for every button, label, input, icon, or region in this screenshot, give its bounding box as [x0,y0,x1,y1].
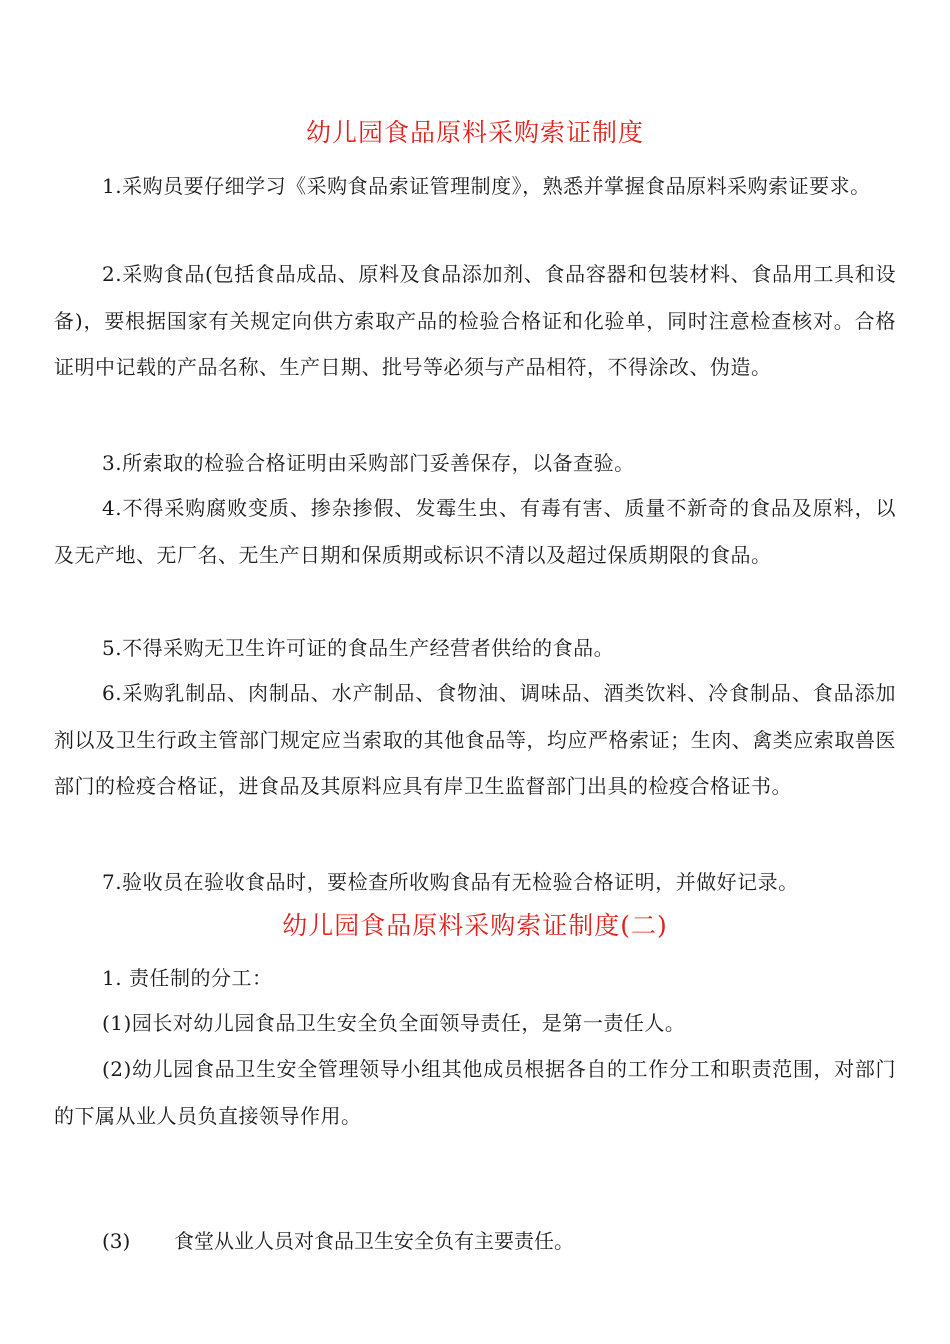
paragraph-4: 4.不得采购腐败变质、掺杂掺假、发霉生虫、有毒有害、质量不新奇的食品及原料，以及无产地、无厂名、无生产日期和保质期或标识不清以及超过保质期限的食品。 [54,496,896,567]
section2-paragraph-2: (1)园长对幼儿园食品卫生安全负全面领导责任，是第一责任人。 [102,1011,686,1035]
section2-paragraph-1: 1. 责任制的分工： [102,966,273,990]
paragraph-7: 7.验收员在验收食品时，要检查所收购食品有无检验合格证明，并做好记录。 [102,870,799,894]
document-title: 幼儿园食品原料采购索证制度 [305,118,644,147]
paragraph-1: 1.采购员要仔细学习《采购食品索证管理制度》，熟悉并掌握食品原料采购索证要求。 [102,174,871,198]
paragraph-5: 5.不得采购无卫生许可证的食品生产经营者供给的食品。 [102,636,615,660]
section2-item-3 [102,1218,574,1265]
section2-paragraph-3: (2)幼儿园食品卫生安全管理领导小组其他成员根据各自的工作分工和职责范围，对部门的下属从业人员负直接领导作用。 [54,1057,896,1128]
item-3-number: (3) [102,1229,131,1253]
item-3-text: 食堂从业人员对食品卫生安全负有主要责任。 [174,1229,574,1253]
paragraph-2: 2.采购食品(包括食品成品、原料及食品添加剂、食品容器和包装材料、食品用工具和设备)，要根据国家有关规定向供方索取产品的检验合格证和化验单，同时注意检查核对。合格证明中记载的产品名称、生产日期、批号等必须与产品相符，不得涂改、伪造。 [54,262,896,379]
section-title-2: 幼儿园食品原料采购索证制度(二) [282,911,668,940]
paragraph-6: 6.采购乳制品、肉制品、水产制品、食物油、调味品、酒类饮料、冷食制品、食品添加剂以及卫生行政主管部门规定应当索取的其他食品等，均应严格索证；生肉、禽类应索取兽医部门的检疫合格证，进食品及其原料应具有岸卫生监督部门出具的检疫合格证书。 [54,681,896,798]
paragraph-3: 3.所索取的检验合格证明由采购部门妥善保存，以备查验。 [102,451,635,475]
